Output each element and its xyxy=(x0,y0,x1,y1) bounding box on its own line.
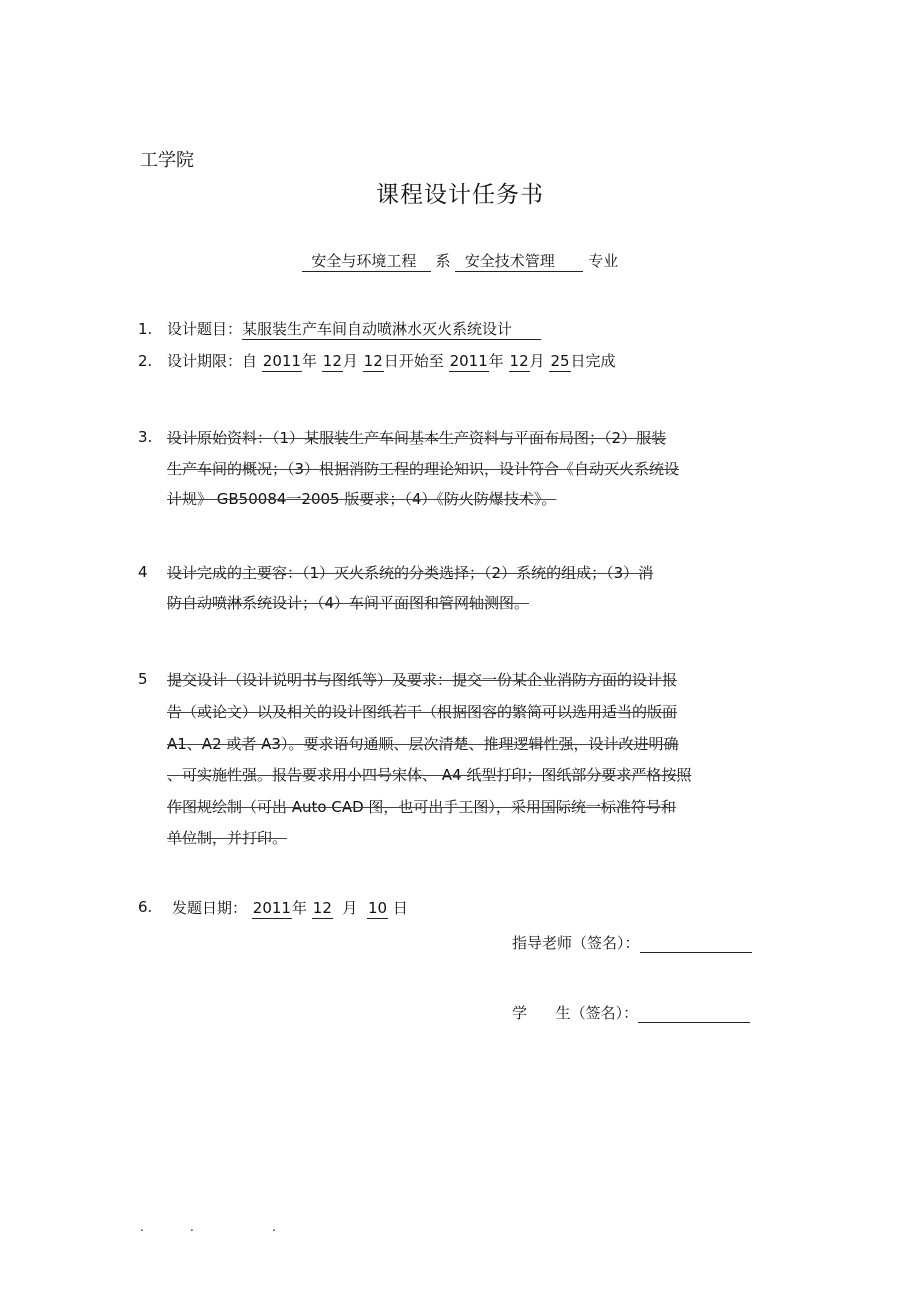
item3-line2: 生产车间的概况；（3）根据消防工程的理论知识，设计符合《自动灭火系统设 xyxy=(167,460,680,478)
item1-value: 某服装生产车间自动喷淋水灭火系统设计 xyxy=(242,320,541,340)
item3-line3: 计规》 GB50084一2005 版要求；（4）《防火防爆技术》。 xyxy=(167,490,557,508)
teacher-signature-line[interactable] xyxy=(640,936,752,953)
item5-line1: 提交设计（设计说明书与图纸等）及要求：提交一份某企业消防方面的设计报 xyxy=(167,671,678,689)
major-suffix: 专业 xyxy=(588,252,619,270)
item6-number: 6. xyxy=(138,898,153,916)
issue-year: 2011 xyxy=(252,899,291,917)
major-value: 安全技术管理 xyxy=(455,252,583,272)
mid-text: 日开始至 xyxy=(383,352,444,370)
teacher-signature-label: 指导老师（签名）： xyxy=(512,934,640,952)
item5-number: 5 xyxy=(138,670,148,688)
end-year: 2011 xyxy=(449,352,488,370)
start-day: 12 xyxy=(363,352,383,370)
school-name: 工学院 xyxy=(140,150,194,171)
item2-line xyxy=(167,351,616,372)
student-signature xyxy=(512,1002,750,1023)
year-char: 年 xyxy=(301,352,317,370)
issue-month: 12 xyxy=(312,899,332,917)
item4-line2: 防自动喷淋系统设计；（4）车间平面图和管网轴测图。 xyxy=(167,594,530,612)
item5-line6: 单位制，并打印。 xyxy=(167,829,288,847)
item1-line xyxy=(167,319,541,339)
item1-number: 1. xyxy=(138,320,153,338)
item4-number: 4 xyxy=(138,563,148,581)
year-char: 年 xyxy=(488,352,504,370)
day-char: 日 xyxy=(392,899,408,917)
start-month: 12 xyxy=(322,352,342,370)
end-text: 日完成 xyxy=(570,352,616,370)
end-day: 25 xyxy=(550,352,570,370)
department-value: 安全与环境工程 xyxy=(302,252,431,272)
item4-line1: 设计完成的主要容：（1）灭火系统的分类选择；（2）系统的组成；（3）消 xyxy=(167,564,654,582)
item5-line3: A1、A2 或者 A3）。要求语句通顺、层次清楚、推理逻辑性强，设计改进明确 xyxy=(167,735,679,753)
student-signature-line[interactable] xyxy=(638,1006,750,1023)
item1-label: 设计题目： xyxy=(167,320,243,338)
item3-number: 3. xyxy=(138,428,153,446)
teacher-signature xyxy=(512,932,752,953)
end-month: 12 xyxy=(509,352,529,370)
footer-dot: . xyxy=(272,1220,276,1234)
item6-label: 发题日期： xyxy=(172,899,248,917)
page-title: 课程设计任务书 xyxy=(376,182,544,208)
student-signature-label-a: 学 xyxy=(512,1004,528,1022)
month-char: 月 xyxy=(529,352,545,370)
item5-line2: 告（或论文）以及相关的设计图纸若干（根据图容的繁简可以选用适当的版面 xyxy=(167,703,678,721)
item5-line4: 、可实施性强。报告要求用小四号宋体、 A4 纸型打印；图纸部分要求严格按照 xyxy=(167,766,692,784)
item3-line1: 设计原始资料：（1）某服装生产车间基本生产资料与平面布局图；（2）服装 xyxy=(167,429,667,447)
item2-number: 2. xyxy=(138,352,153,370)
item2-label: 设计期限：自 xyxy=(167,352,258,370)
dept-suffix: 系 xyxy=(435,252,451,270)
month-char: 月 xyxy=(342,352,358,370)
item5-line5: 作图规绘制（可出 Auto CAD 图，也可出手工图），采用国际统一标准符号和 xyxy=(167,798,676,816)
month-char: 月 xyxy=(342,899,358,917)
item6-line xyxy=(172,898,408,919)
student-signature-label-b: 生（签名）： xyxy=(555,1004,639,1022)
footer-dot: . xyxy=(190,1220,194,1234)
department-line xyxy=(0,250,920,271)
footer-dot: . xyxy=(140,1220,144,1234)
year-char: 年 xyxy=(291,899,307,917)
issue-day: 10 xyxy=(367,899,388,917)
start-year: 2011 xyxy=(262,352,301,370)
